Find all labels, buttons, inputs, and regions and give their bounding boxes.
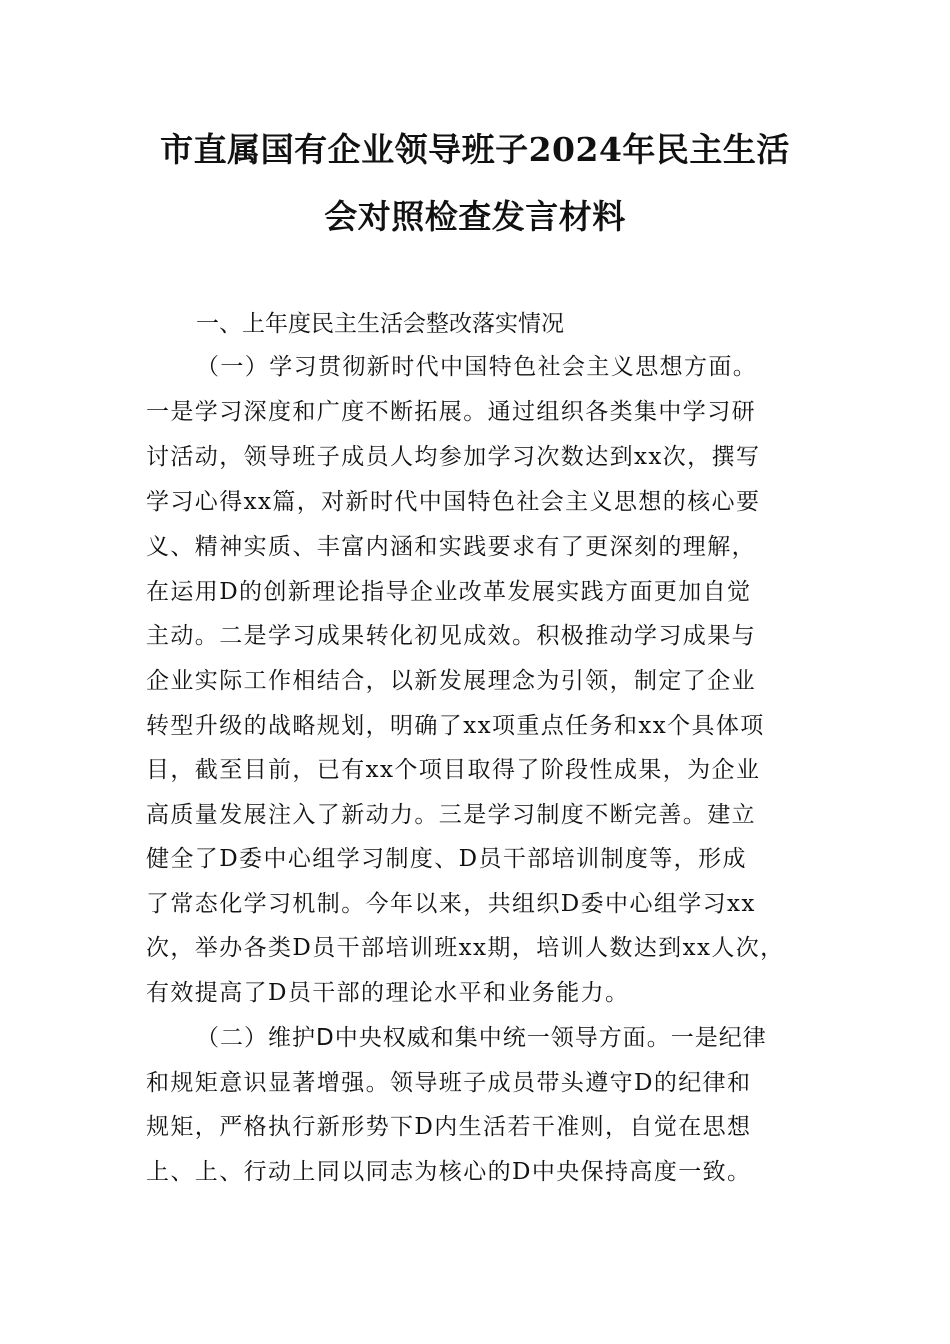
body-line: 和规矩意识显著增强。领导班子成员带头遵守D的纪律和 — [146, 1070, 752, 1096]
body-line: 高质量发展注入了新动力。三是学习制度不断完善。建立 — [146, 802, 756, 828]
body-line: 有效提高了D员干部的理论水平和业务能力。 — [146, 980, 630, 1006]
body-line: 主动。二是学习成果转化初见成效。积极推动学习成果与 — [146, 623, 756, 649]
body-line: 次，举办各类D员干部培训班xx期，培训人数达到xx人次， — [146, 935, 785, 961]
body-line: 一是学习深度和广度不断拓展。通过组织各类集中学习研 — [146, 399, 756, 425]
document-title-line-1: 市直属国有企业领导班子2024年民主生活 — [160, 130, 790, 169]
body-line: 了常态化学习机制。今年以来，共组织D委中心组学习xx — [146, 891, 756, 917]
body-line: 转型升级的战略规划，明确了xx项重点任务和xx个具体项 — [146, 713, 765, 739]
body-line: 目，截至目前，已有xx个项目取得了阶段性成果，为企业 — [146, 757, 761, 783]
body-line: 企业实际工作相结合，以新发展理念为引领，制定了企业 — [146, 668, 756, 694]
body-line: 上、上、行动上同以同志为核心的D中央保持高度一致。 — [146, 1159, 752, 1185]
subsection-heading: （一）学习贯彻新时代中国特色社会主义思想方面。 — [196, 354, 758, 380]
body-line: 在运用D的创新理论指导企业改革发展实践方面更加自觉 — [146, 579, 752, 605]
section-heading: 一、上年度民主生活会整改落实情况 — [196, 311, 564, 337]
body-line: 义、精神实质、丰富内涵和实践要求有了更深刻的理解， — [146, 534, 756, 560]
body-line: 讨活动，领导班子成员人均参加学习次数达到xx次，撰写 — [146, 444, 761, 470]
body-line: 学习心得xx篇，对新时代中国特色社会主义思想的核心要 — [146, 489, 761, 515]
subsection-heading: （二）维护D中央权威和集中统一领导方面。一是纪律 — [196, 1025, 767, 1051]
document-title-line-2: 会对照检查发言材料 — [324, 197, 626, 236]
body-line: 规矩，严格执行新形势下D内生活若干准则，自觉在思想 — [146, 1114, 752, 1140]
body-line: 健全了D委中心组学习制度、D员干部培训制度等，形成 — [146, 846, 747, 872]
